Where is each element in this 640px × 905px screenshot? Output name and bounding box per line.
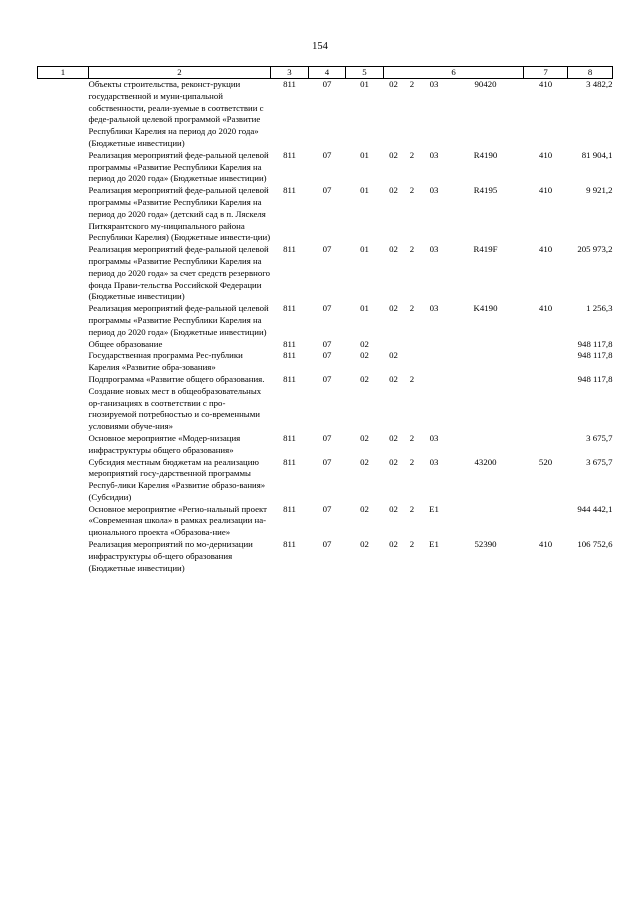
cell-expense-type: 410 (538, 244, 553, 255)
table-row (38, 457, 613, 504)
cell-name: Реализация мероприятий по мо-дернизации инфраструктуры об-щего образования (Бюджетные инвестиции) (88, 539, 253, 573)
cell-direction (448, 504, 524, 539)
header-col-1: 1 (38, 67, 89, 79)
cell-subsection: 01 (360, 149, 369, 160)
cell-subprogram: 2 (409, 79, 415, 89)
cell-subprogram: 2 (409, 456, 415, 467)
cell-subprogram (404, 350, 421, 374)
cell-subsection: 01 (360, 303, 369, 314)
cell-measure (421, 374, 448, 433)
cell-amount: 205 973,2 (577, 244, 613, 255)
cell-name: Общее образование (88, 338, 163, 349)
cell-direction: K4190 (473, 303, 498, 314)
cell-section: 07 (322, 456, 332, 467)
cell-section: 07 (322, 350, 332, 361)
header-col-5: 5 (346, 67, 384, 79)
cell-name: Подпрограмма «Развитие общего образования. Создание новых мест в общеобразовательных ор-ганизациях в соответствии с про-гнозируемой потребностью и со-временными условиями обуче-ния» (88, 373, 265, 432)
table-body (38, 79, 613, 575)
cell-name: Государственная программа Рес-публики Карелия «Развитие обра-зования» (88, 350, 243, 373)
cell-section: 07 (322, 244, 332, 255)
cell-admin-code: 811 (283, 503, 296, 514)
cell-program: 02 (389, 539, 398, 550)
table-row (38, 539, 613, 574)
cell-direction (448, 374, 524, 433)
cell-subprogram: 2 (409, 373, 415, 384)
cell-amount: 3 675,7 (586, 456, 613, 467)
cell-section: 07 (322, 149, 332, 160)
cell-subprogram: 2 (409, 244, 415, 255)
cell-amount: 948 117,8 (577, 373, 613, 384)
cell-subprogram: 2 (409, 149, 415, 160)
cell-direction (448, 339, 524, 351)
table-row (38, 433, 613, 457)
cell-measure: 03 (429, 456, 439, 467)
cell-subsection: 02 (360, 456, 369, 467)
cell-blank (38, 374, 89, 433)
cell-name: Реализация мероприятий феде-ральной целевой программы «Развитие Республики Карелия на период до 2020 года» за счет средств резервного фонда Прави-тельства Российской Федерации (Бюджетные инвестиции) (88, 244, 270, 302)
table-row (38, 150, 613, 185)
cell-blank (38, 150, 89, 185)
cell-expense-type: 520 (538, 456, 553, 467)
cell-name: Основное мероприятие «Регио-нальный проект «Современная школа» в рамках реализации на-ционального проекта «Образова-ние» (88, 503, 267, 538)
cell-subsection: 02 (360, 338, 369, 349)
table-row (38, 350, 613, 374)
cell-name: Субсидия местным бюджетам на реализацию мероприятий госу-дарственной программы Респуб-лики Карелия «Развитие образо-вания» (Субсидии) (88, 456, 266, 502)
cell-subsection: 02 (360, 503, 369, 514)
cell-program: 02 (389, 373, 398, 384)
cell-subsection: 01 (360, 244, 369, 255)
cell-section: 07 (322, 432, 332, 443)
cell-expense-type: 410 (538, 149, 553, 160)
table-row (38, 185, 613, 244)
cell-program: 02 (389, 244, 398, 255)
cell-amount: 948 117,8 (577, 350, 613, 361)
cell-blank (38, 350, 89, 374)
cell-amount: 81 904,1 (581, 149, 613, 160)
cell-measure: 03 (429, 79, 439, 89)
cell-name: Основное мероприятие «Модер-низация инфраструктуры общего образования» (88, 432, 241, 455)
cell-admin-code: 811 (283, 185, 296, 196)
cell-name: Реализация мероприятий феде-ральной целевой программы «Развитие Республики Карелия на период до 2020 года» (детский сад в п. Ляскеля Питкярантского му-ниципального района Республики Карелия) (Бюджетные инвести-ции) (88, 185, 271, 243)
cell-subprogram: 2 (409, 432, 415, 443)
header-col-8: 8 (568, 67, 613, 79)
cell-subsection: 02 (360, 432, 369, 443)
table-row (38, 244, 613, 303)
cell-program: 02 (389, 350, 398, 361)
header-col-4: 4 (309, 67, 346, 79)
cell-subsection: 01 (360, 79, 369, 89)
cell-blank (38, 303, 89, 338)
cell-name: Реализация мероприятий феде-ральной целевой программы «Развитие Республики Карелия на период до 2020 года» (Бюджетные инвестиции) (88, 303, 269, 337)
cell-section: 07 (322, 79, 332, 89)
cell-program: 02 (389, 149, 398, 160)
cell-blank (38, 185, 89, 244)
cell-measure: 03 (429, 149, 439, 160)
cell-direction (448, 433, 524, 457)
cell-blank (38, 244, 89, 303)
budget-table (37, 66, 613, 574)
table-row (38, 504, 613, 539)
cell-measure: E1 (429, 539, 439, 550)
cell-direction: R4190 (473, 149, 498, 160)
cell-direction: R4195 (473, 185, 498, 196)
cell-admin-code: 811 (283, 432, 296, 443)
cell-section: 07 (322, 539, 332, 550)
cell-direction: R419F (473, 244, 498, 255)
cell-admin-code: 811 (283, 350, 296, 361)
cell-amount: 3 675,7 (586, 432, 613, 443)
cell-amount: 944 442,1 (577, 503, 613, 514)
cell-subprogram: 2 (409, 503, 415, 514)
table-row (38, 79, 613, 150)
cell-direction: 43200 (474, 456, 497, 467)
table-row (38, 303, 613, 338)
header-row (38, 67, 613, 79)
cell-subprogram: 2 (409, 539, 415, 550)
cell-program: 02 (389, 303, 398, 314)
cell-subsection: 01 (360, 185, 369, 196)
cell-section: 07 (322, 303, 332, 314)
cell-direction (448, 350, 524, 374)
cell-admin-code: 811 (283, 303, 296, 314)
cell-section: 07 (322, 338, 332, 349)
cell-program (384, 339, 404, 351)
cell-subsection: 02 (360, 350, 369, 361)
cell-measure: E1 (429, 503, 439, 514)
cell-blank (38, 339, 89, 351)
cell-blank (38, 433, 89, 457)
cell-section: 07 (322, 503, 332, 514)
cell-amount: 106 752,6 (577, 539, 613, 550)
cell-expense-type: 410 (538, 539, 553, 550)
cell-expense-type (524, 433, 568, 457)
cell-expense-type: 410 (538, 185, 553, 196)
cell-subprogram (404, 339, 421, 351)
cell-expense-type (524, 339, 568, 351)
header-col-7: 7 (524, 67, 568, 79)
cell-name: Объекты строительства, реконст-рукции государственной и муни-ципальной собственности, реали-зуемые в соответствии с феде-ральной целевой программой «Развитие Республики Карелия на период до 2020 года» (Бюджетные инвестиции) (88, 79, 264, 148)
cell-program: 02 (389, 503, 398, 514)
cell-expense-type: 410 (538, 79, 553, 89)
cell-blank (38, 457, 89, 504)
cell-measure: 03 (429, 244, 439, 255)
cell-expense-type: 410 (538, 303, 553, 314)
cell-measure (421, 339, 448, 351)
cell-program: 02 (389, 432, 398, 443)
cell-section: 07 (322, 185, 332, 196)
cell-admin-code: 811 (283, 149, 296, 160)
cell-subprogram: 2 (409, 303, 415, 314)
cell-admin-code: 811 (283, 79, 296, 89)
cell-measure: 03 (429, 432, 439, 443)
cell-subsection: 02 (360, 539, 369, 550)
cell-direction: 90420 (474, 79, 497, 89)
table-row (38, 374, 613, 433)
cell-amount: 1 256,3 (586, 303, 613, 314)
cell-amount: 3 482,2 (586, 79, 613, 89)
cell-expense-type (524, 504, 568, 539)
cell-measure (421, 350, 448, 374)
table-row (38, 339, 613, 351)
cell-expense-type (524, 374, 568, 433)
cell-admin-code: 811 (283, 338, 296, 349)
cell-amount: 9 921,2 (586, 185, 613, 196)
cell-name: Реализация мероприятий феде-ральной целевой программы «Развитие Республики Карелия на период до 2020 года» (Бюджетные инвестиции) (88, 149, 269, 184)
cell-admin-code: 811 (283, 244, 296, 255)
cell-program: 02 (389, 456, 398, 467)
cell-blank (38, 504, 89, 539)
cell-subsection: 02 (360, 373, 369, 384)
cell-blank (38, 539, 89, 574)
page-number: 154 (312, 41, 328, 52)
cell-subprogram: 2 (409, 185, 415, 196)
cell-measure: 03 (429, 185, 439, 196)
cell-program: 02 (389, 185, 398, 196)
cell-direction: 52390 (474, 539, 497, 550)
cell-admin-code: 811 (283, 539, 296, 550)
cell-blank (38, 79, 89, 150)
header-col-2: 2 (89, 67, 271, 79)
cell-section: 07 (322, 373, 332, 384)
cell-amount: 948 117,8 (577, 338, 613, 349)
cell-measure: 03 (429, 303, 439, 314)
cell-expense-type (524, 350, 568, 374)
header-col-6: 6 (384, 67, 524, 79)
cell-program: 02 (389, 79, 398, 89)
cell-admin-code: 811 (283, 373, 296, 384)
header-col-3: 3 (271, 67, 309, 79)
cell-admin-code: 811 (283, 456, 296, 467)
